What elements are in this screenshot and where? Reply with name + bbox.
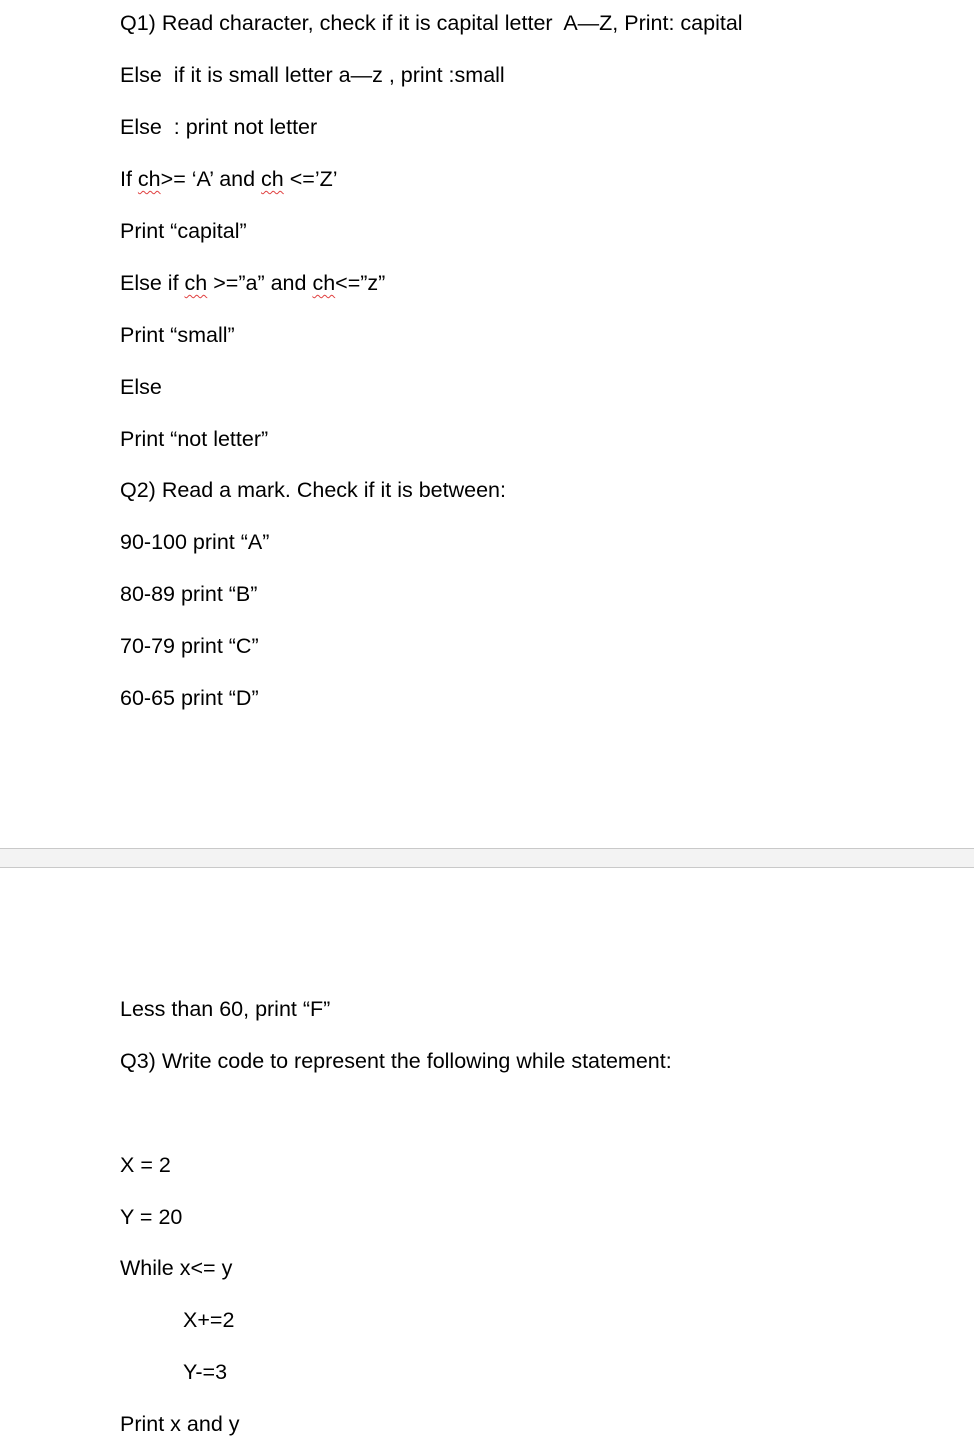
q3-question-line: Q3) Write code to represent the following while statement: [120, 1049, 672, 1073]
spellcheck-word[interactable]: ch [261, 167, 284, 191]
condition-prefix: Else if [120, 271, 185, 295]
while-line: While x<= y [120, 1256, 233, 1280]
grade-b-line: 80-89 print “B” [120, 582, 258, 606]
condition-middle: >=”a” and [207, 271, 313, 295]
print-xy-line: Print x and y [120, 1412, 240, 1436]
condition-middle: >= ‘A’ and [160, 167, 262, 191]
y-assign-line: Y = 20 [120, 1205, 183, 1229]
condition-suffix: <=’Z’ [283, 167, 338, 191]
grade-d-line: 60-65 print “D” [120, 686, 259, 710]
spellcheck-word[interactable]: ch [312, 271, 336, 295]
document-page-2 [0, 868, 974, 1446]
q1-question-line: Q1) Read character, check if it is capital letter A—Z, Print: capital [120, 11, 743, 35]
condition-capital-line [120, 166, 338, 192]
print-capital-line: Print “capital” [120, 219, 247, 243]
spellcheck-word[interactable]: ch [137, 167, 161, 191]
q1-else-not-letter-line: Else : print not letter [120, 115, 318, 139]
page-break-divider [0, 848, 974, 868]
q1-else-small-line: Else if it is small letter a—z , print :small [120, 63, 505, 87]
grade-f-line: Less than 60, print “F” [120, 997, 331, 1021]
y-decrement-line: Y-=3 [183, 1360, 228, 1384]
q2-question-line: Q2) Read a mark. Check if it is between: [120, 478, 506, 502]
condition-small-line [120, 270, 385, 296]
else-line: Else [120, 375, 162, 399]
x-assign-line: X = 2 [120, 1153, 171, 1177]
condition-suffix: <=”z” [335, 271, 386, 295]
x-increment-line: X+=2 [183, 1308, 235, 1332]
print-small-line: Print “small” [120, 323, 235, 347]
grade-a-line: 90-100 print “A” [120, 530, 270, 554]
condition-prefix: If [120, 167, 138, 191]
spellcheck-word[interactable]: ch [184, 271, 208, 295]
grade-c-line: 70-79 print “C” [120, 634, 259, 658]
print-not-letter-line: Print “not letter” [120, 427, 269, 451]
